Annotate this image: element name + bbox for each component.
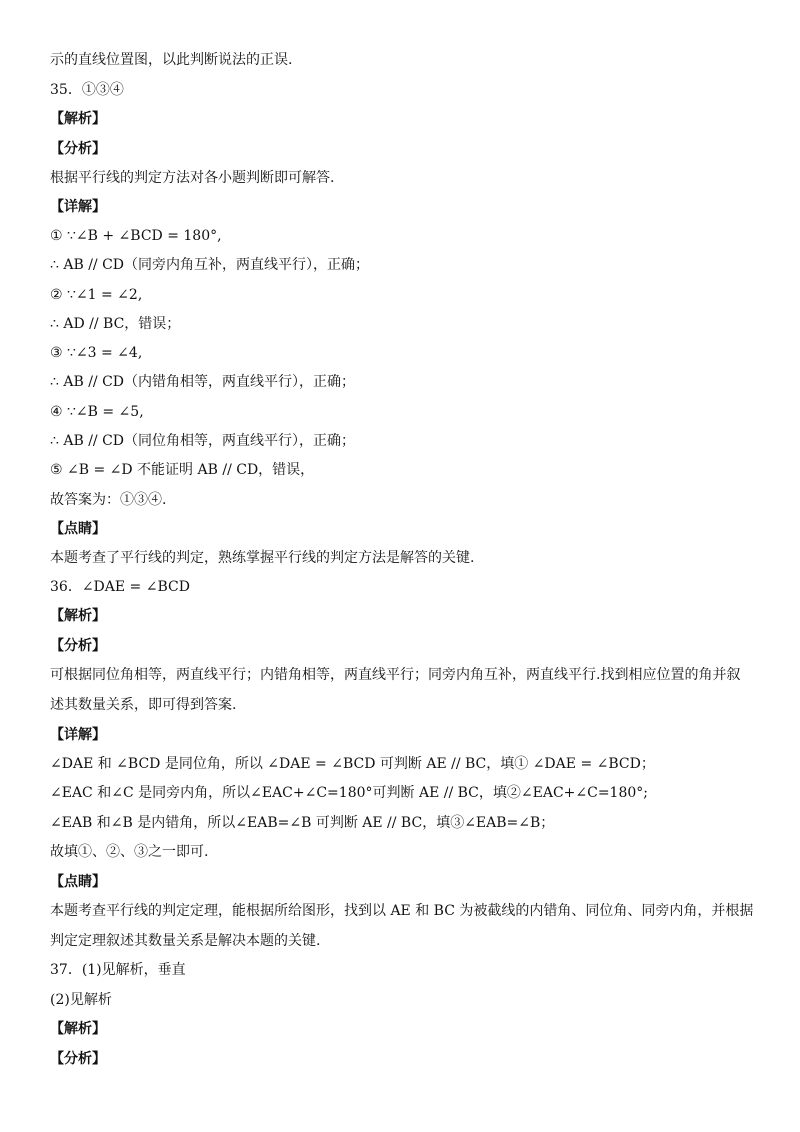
answer-35: 35．①③④ (50, 82, 124, 98)
text-line: 可根据同位角相等，两直线平行；内错角相等，两直线平行；同旁内角互补，两直线平行.找到相应位置的角并叙 (50, 667, 741, 683)
proof-line: ∴ AB // CD（同位角相等，两直线平行），正确； (50, 433, 356, 449)
text-line: 本题考查平行线的判定定理，能根据所给图形，找到以 AE 和 BC 为被截线的内错角、同位角、同旁内角，并根据 (50, 903, 754, 919)
proof-line: ∴ AD // BC，错误； (50, 316, 181, 332)
proof-line: ② ∵∠1 = ∠2, (50, 287, 143, 303)
answer-37-part1: 37．(1)见解析，垂直 (50, 962, 186, 978)
proof-line: ∠DAE 和 ∠BCD 是同位角，所以 ∠DAE = ∠BCD 可判断 AE // BC，填① ∠DAE = ∠BCD； (50, 756, 655, 772)
proof-line: ⑤ ∠B = ∠D 不能证明 AB // CD，错误， (50, 462, 315, 478)
section-heading-xiangjie: 【详解】 (50, 199, 106, 215)
section-heading-fenxi: 【分析】 (50, 141, 106, 157)
text-line: 示的直线位置图，以此判断说法的正误. (50, 52, 293, 68)
text-line: 判定定理叙述其数量关系是解决本题的关键. (50, 933, 321, 949)
section-heading-fenxi: 【分析】 (50, 638, 106, 654)
answer-36: 36．∠DAE = ∠BCD (50, 579, 190, 595)
section-heading-jiexi: 【解析】 (50, 1021, 106, 1037)
section-heading-dianjing: 【点睛】 (50, 874, 106, 890)
section-heading-xiangjie: 【详解】 (50, 727, 106, 743)
section-heading-dianjing: 【点睛】 (50, 521, 106, 537)
conclusion-line: 故填①、②、③之一即可. (50, 844, 209, 860)
text-line: 本题考查了平行线的判定，熟练掌握平行线的判定方法是解答的关键. (50, 550, 475, 566)
conclusion-line: 故答案为：①③④. (50, 492, 167, 508)
proof-line: ∴ AB // CD（内错角相等，两直线平行），正确； (50, 374, 356, 390)
proof-line: ∠EAB 和∠B 是内错角，所以∠EAB=∠B 可判断 AE // BC，填③∠EAB=∠B； (50, 815, 555, 831)
proof-line: ∴ AB // CD（同旁内角互补，两直线平行），正确； (50, 257, 370, 273)
proof-line: ④ ∵∠B = ∠5, (50, 404, 144, 420)
proof-line: ① ∵∠B + ∠BCD = 180°, (50, 228, 222, 244)
proof-line: ∠EAC 和∠C 是同旁内角，所以∠EAC+∠C=180°可判断 AE // BC，填②∠EAC+∠C=180°; (50, 785, 649, 801)
section-heading-jiexi: 【解析】 (50, 608, 106, 624)
proof-line: ③ ∵∠3 = ∠4, (50, 345, 143, 361)
section-heading-fenxi: 【分析】 (50, 1051, 106, 1067)
section-heading-jiexi: 【解析】 (50, 111, 106, 127)
text-line: 根据平行线的判定方法对各小题判断即可解答. (50, 170, 335, 186)
text-line: 述其数量关系，即可得到答案. (50, 697, 237, 713)
answer-37-part2: (2)见解析 (50, 992, 112, 1008)
